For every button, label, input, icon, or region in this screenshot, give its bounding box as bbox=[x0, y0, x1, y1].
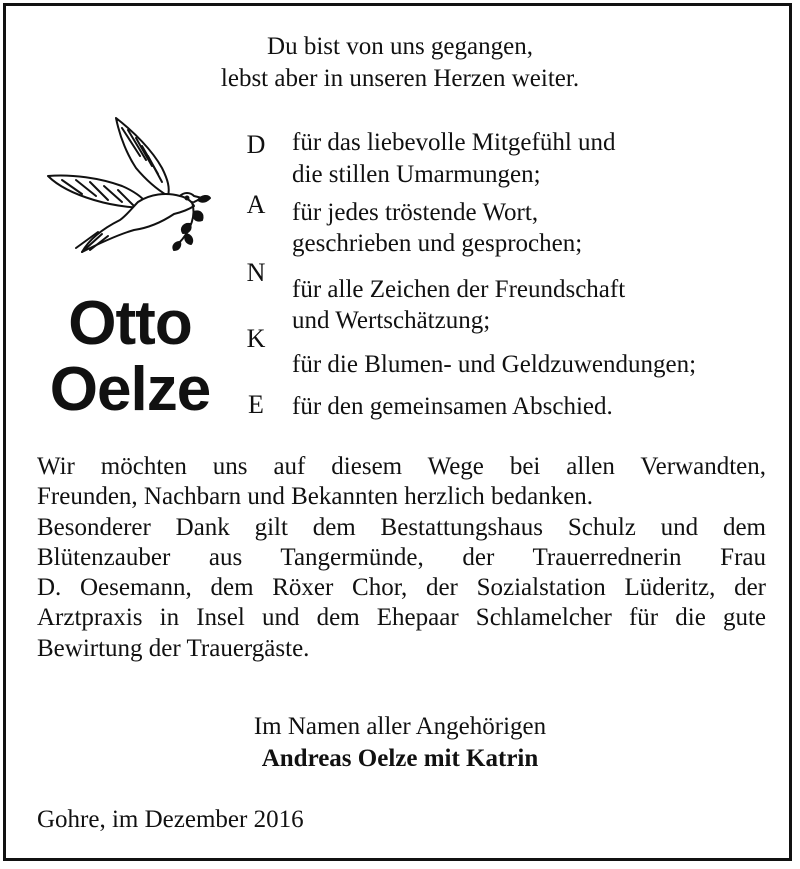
thanks-line: die stillen Umarmungen; bbox=[292, 161, 541, 188]
dove-with-olive-branch-icon bbox=[42, 110, 212, 258]
signature-intro: Im Namen aller Angehörigen bbox=[253, 713, 547, 740]
danke-letter: A bbox=[246, 190, 266, 219]
acknowledgement-paragraph bbox=[37, 452, 766, 664]
paragraph-line: Wir möchten uns auf diesem Wege bei allen Verwandten, bbox=[37, 453, 766, 480]
paragraph-line: Besonderer Dank gilt dem Bestattungshaus Schulz und dem bbox=[37, 513, 766, 541]
paragraph-line: Arztpraxis in Insel und dem Ehepaar Schlamelcher für die gute bbox=[37, 604, 766, 632]
thanks-line: geschrieben und gesprochen; bbox=[292, 230, 583, 257]
place-and-date: Gohre, im Dezember 2016 bbox=[37, 806, 304, 833]
paragraph-line: D. Oesemann, dem Röxer Chor, der Sozialstation Lüderitz, der bbox=[37, 574, 766, 602]
danke-letter: K bbox=[246, 324, 266, 353]
signature-names: Andreas Oelze mit Katrin bbox=[261, 745, 539, 772]
motto-line-1: Du bist von uns gegangen, bbox=[267, 33, 533, 60]
thanks-line: für jedes tröstende Wort, bbox=[292, 199, 539, 226]
thanks-line: für das liebevolle Mitgefühl und bbox=[292, 129, 616, 156]
paragraph-line: Bewirtung der Trauergäste. bbox=[37, 634, 310, 662]
thanks-line: und Wertschätzung; bbox=[292, 307, 491, 334]
danke-letter: E bbox=[248, 390, 264, 419]
motto-line-2: lebst aber in unseren Herzen weiter. bbox=[220, 65, 580, 92]
thanks-line: für den gemeinsamen Abschied. bbox=[292, 393, 613, 420]
thanks-line: für alle Zeichen der Freundschaft bbox=[292, 276, 626, 303]
deceased-last-name: Oelze bbox=[49, 355, 211, 424]
danke-letter: N bbox=[246, 258, 266, 287]
thanks-line: für die Blumen- und Geldzuwendungen; bbox=[292, 351, 697, 378]
paragraph-line: Freunden, Nachbarn und Bekannten herzlich bedanken. bbox=[37, 483, 594, 511]
paragraph-line: Blütenzauber aus Tangermünde, der Trauerrednerin Frau bbox=[37, 543, 766, 571]
danke-letter: D bbox=[246, 130, 266, 159]
deceased-first-name: Otto bbox=[68, 289, 192, 358]
